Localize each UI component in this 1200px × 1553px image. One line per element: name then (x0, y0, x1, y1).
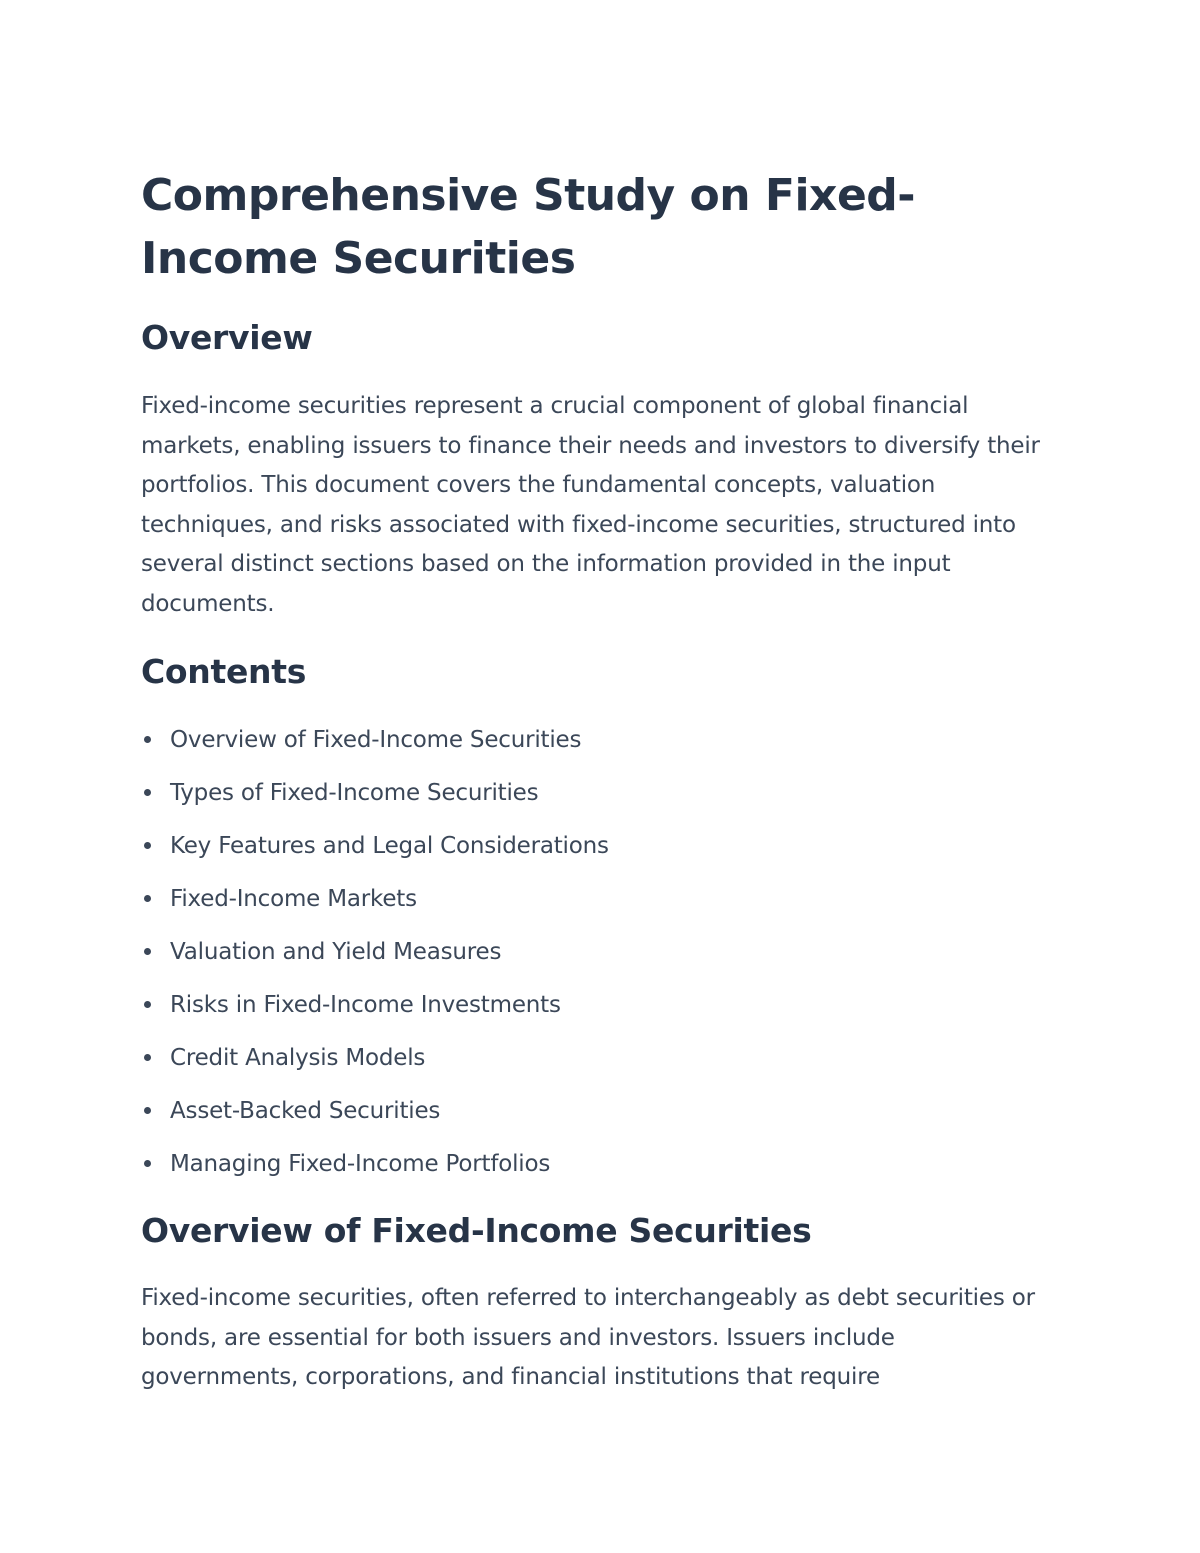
contents-item-label: Managing Fixed-Income Portfolios (170, 1151, 551, 1177)
overview-heading: Overview (141, 318, 313, 357)
contents-item-label: Fixed-Income Markets (170, 886, 417, 912)
bullet-icon (144, 1107, 151, 1114)
contents-list-item (141, 826, 609, 879)
contents-list-item (141, 1091, 609, 1144)
contents-item-label: Overview of Fixed-Income Securities (170, 727, 582, 753)
bullet-icon (144, 736, 151, 743)
contents-item-label: Types of Fixed-Income Securities (170, 780, 539, 806)
contents-list-item (141, 720, 609, 773)
contents-list-item (141, 932, 609, 985)
contents-list-item (141, 985, 609, 1038)
contents-list-item (141, 1038, 609, 1091)
bullet-icon (144, 789, 151, 796)
overview-fis-paragraph: Fixed-income securities, often referred to interchangeably as debt securities or bonds, are essential for both issuers and investors. Issuers include governments, corporations, and financial institutions that require (141, 1285, 1035, 1390)
contents-item-label: Credit Analysis Models (170, 1045, 426, 1071)
contents-list-item (141, 773, 609, 826)
contents-item-label: Key Features and Legal Considerations (170, 833, 609, 859)
contents-item-label: Asset-Backed Securities (170, 1098, 441, 1124)
bullet-icon (144, 948, 151, 955)
bullet-icon (144, 1160, 151, 1167)
document-title: Comprehensive Study on Fixed-Income Securities (141, 170, 916, 284)
bullet-icon (144, 1001, 151, 1008)
overview-fis-heading: Overview of Fixed-Income Securities (141, 1211, 812, 1250)
bullet-icon (144, 895, 151, 902)
contents-heading: Contents (141, 652, 307, 691)
contents-item-label: Valuation and Yield Measures (170, 939, 502, 965)
contents-list (141, 720, 609, 1197)
bullet-icon (144, 1054, 151, 1061)
bullet-icon (144, 842, 151, 849)
contents-item-label: Risks in Fixed-Income Investments (170, 992, 561, 1018)
contents-list-item (141, 1144, 609, 1197)
overview-paragraph: Fixed-income securities represent a crucial component of global financial markets, enabling issuers to finance their needs and investors to diversify their portfolios. This document covers the fundamental concepts, valuation techniques, and risks associated with fixed-income securities, structured into several distinct sections based on the information provided in the input documents. (141, 393, 1040, 617)
contents-list-item (141, 879, 609, 932)
